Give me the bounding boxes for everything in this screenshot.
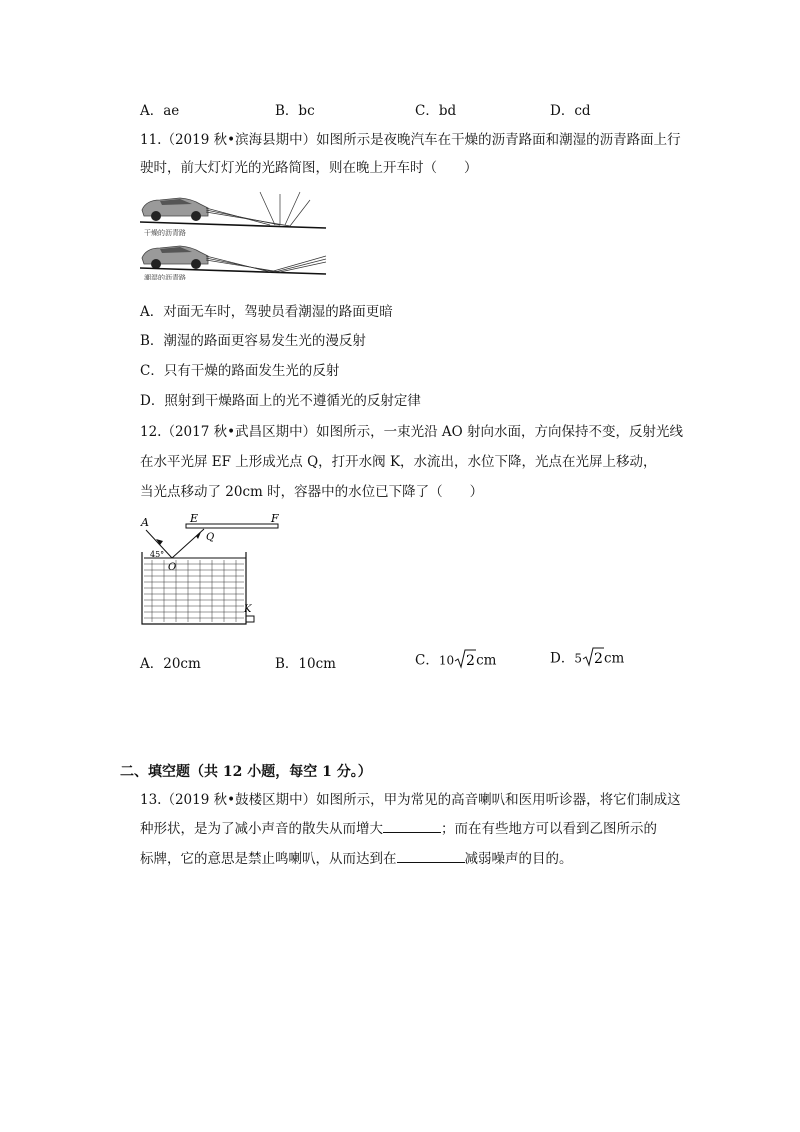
screen-ef (186, 524, 278, 528)
wet-road-scene (140, 246, 326, 280)
q12-option-a[interactable]: A．20cm (140, 656, 201, 672)
wheel-icon (151, 211, 161, 221)
q12-option-c[interactable]: C．10 2 cm (415, 648, 497, 674)
q13-stem-line1: 13.（2019 秋•鼓楼区期中）如图所示，甲为常见的高音喇叭和医用听诊器，将它们制成这 (140, 792, 681, 808)
dry-road-label: 干燥的沥青路 (144, 230, 186, 237)
q10-option-b[interactable]: B．bc (275, 103, 315, 119)
q11-figure (140, 190, 330, 280)
q11-option-a[interactable]: A．对面无车时，驾驶员看潮湿的路面更暗 (140, 304, 393, 320)
arrow-icon (196, 532, 201, 539)
dry-road-scene (140, 192, 326, 237)
q11-option-c[interactable]: C．只有干燥的路面发生光的反射 (140, 363, 340, 379)
q11-option-d[interactable]: D．照射到干燥路面上的光不遵循光的反射定律 (140, 393, 421, 409)
wet-road-line (140, 268, 326, 274)
svg-text:2: 2 (466, 653, 476, 669)
label-e: E (190, 512, 199, 525)
q11-stem-line2: 驶时，前大灯灯光的光路简图，则在晚上开车时（ ） (140, 160, 478, 176)
wheel-icon (191, 259, 201, 269)
q11-option-b[interactable]: B．潮湿的路面更容易发生光的漫反射 (140, 333, 366, 349)
answer-blank-2[interactable] (397, 848, 465, 863)
q11-stem-line1: 11.（2019 秋•滨海县期中）如图所示是夜晚汽车在干燥的沥青路面和潮湿的沥青路面上行 (140, 132, 681, 148)
q13-stem-line3: 标牌，它的意思是禁止鸣喇叭，从而达到在 减弱噪声的目的。 (140, 848, 573, 869)
valve-k (246, 616, 254, 622)
label-f: F (271, 512, 279, 525)
label-q: Q (206, 532, 215, 543)
q12-stem-line3: 当光点移动了 20cm 时，容器中的水位已下降了（ ） (140, 484, 484, 500)
label-k: K (244, 604, 252, 615)
q10-option-c[interactable]: C．bd (415, 103, 457, 119)
section-title: 二、填空题（共 12 小题，每空 1 分。） (120, 764, 372, 780)
sqrt-icon (582, 646, 604, 672)
svg-text:2: 2 (593, 651, 603, 667)
q12-option-d[interactable]: D．5 2 cm (550, 646, 624, 672)
water-tank-diagram (138, 512, 288, 632)
q12-stem-line1: 12.（2017 秋•武昌区期中）如图所示，一束光沿 AO 射向水面，方向保持不变，反射光线 (140, 424, 683, 440)
label-angle: 45° (150, 550, 165, 559)
wheel-icon (151, 259, 161, 269)
q12-option-b[interactable]: B．10cm (275, 656, 336, 672)
headlight-road-diagram (140, 190, 330, 280)
label-o: O (168, 562, 177, 573)
q10-option-a[interactable]: A．ae (140, 103, 180, 119)
sqrt-icon (454, 648, 476, 674)
wheel-icon (191, 211, 201, 221)
water-hatching (144, 560, 244, 622)
q12-stem-line2: 在水平光屏 EF 上形成光点 Q，打开水阀 K，水流出，水位下降，光点在光屏上移动， (140, 454, 657, 470)
dry-road-line (140, 222, 326, 228)
label-a: A (141, 516, 149, 529)
wet-road-label: 潮湿的沥青路 (144, 275, 186, 280)
q10-option-d[interactable]: D．cd (550, 103, 591, 119)
answer-blank-1[interactable] (383, 818, 441, 833)
q13-stem-line2: 种形状，是为了减小声音的散失从而增大 ；而在有些地方可以看到乙图所示的 (140, 818, 657, 839)
q12-figure (138, 512, 288, 632)
reflected-ray (172, 529, 204, 558)
